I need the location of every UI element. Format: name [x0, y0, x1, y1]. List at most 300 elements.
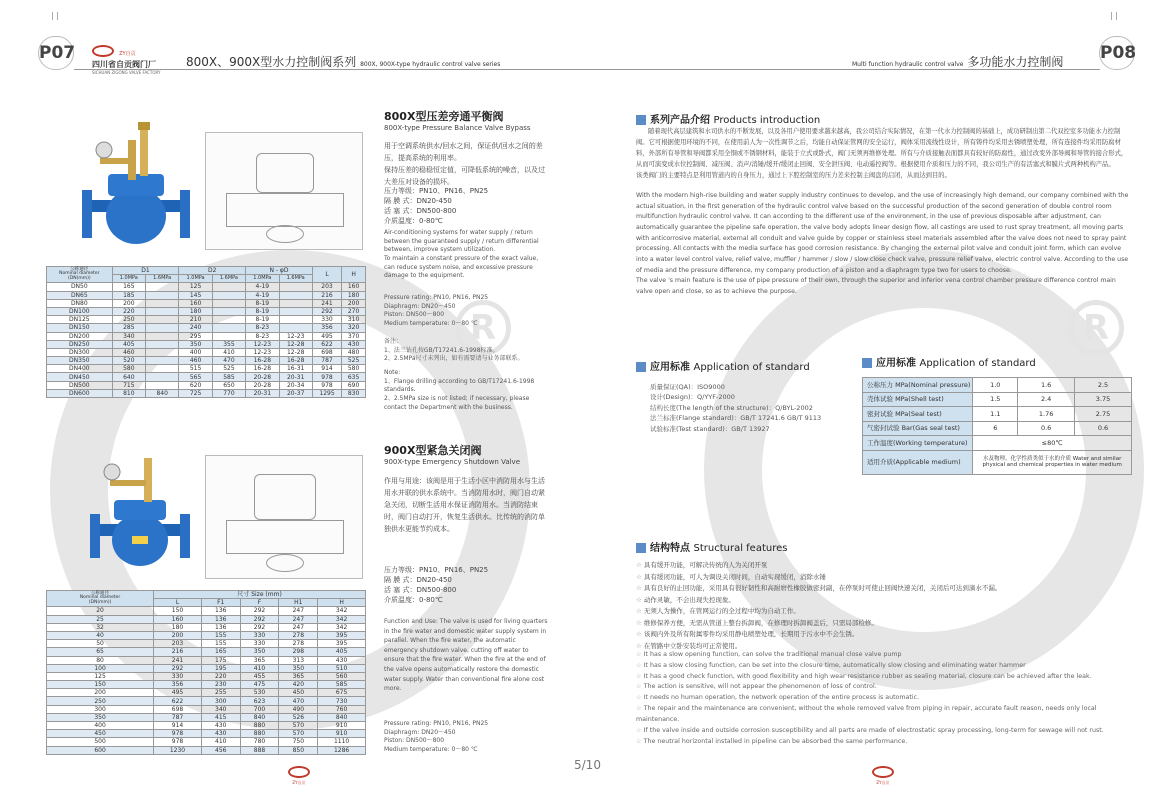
table-cell: 16-31	[279, 365, 312, 373]
table-cell	[212, 316, 245, 324]
table-cell	[279, 291, 312, 299]
table-cell: 500	[47, 738, 154, 746]
table-cell: 365	[279, 672, 318, 680]
table-cell: 850	[279, 746, 318, 754]
spec-line: Piston: DN500～800	[384, 311, 445, 319]
series-title-cn: 800X、900X型水力控制阀系列	[186, 55, 357, 69]
right-page	[574, 0, 1167, 796]
corner-unit: (DN(mm))	[88, 599, 112, 605]
table-row	[47, 365, 366, 373]
table-cell: 650	[212, 381, 245, 389]
spec-line: Pressure rating: PN10, PN16, PN25	[384, 720, 489, 727]
features-title-en: Structural features	[693, 543, 788, 554]
std-value: 3.75	[1075, 392, 1132, 407]
list-item: ☆ 动作灵敏，不会出现失控现象。	[636, 595, 1132, 607]
table-cell: 914	[312, 365, 341, 373]
left-page	[0, 0, 583, 796]
table-cell: 330	[240, 640, 279, 648]
table-cell: 840	[146, 389, 179, 397]
table-cell: 330	[154, 672, 202, 680]
table-cell: 4-19	[246, 291, 279, 299]
list-item: ☆ The repair and the maintenance are convenient, without the whole removed valve from piping in repair, accurate fault reason, needs only local maintenance.	[636, 704, 1132, 726]
table-row	[47, 697, 366, 705]
table-cell: 350	[47, 713, 154, 721]
section-bullet-icon	[636, 362, 646, 372]
std-value: 0.6	[1018, 421, 1075, 436]
table-cell: DN250	[47, 340, 113, 348]
corner-en: Nominal diameter	[79, 595, 121, 601]
table-cell: 456	[201, 746, 240, 754]
app-left-title-cn: 应用标准	[650, 362, 690, 373]
table-cell: 350	[179, 340, 212, 348]
table-cell: 8-23	[246, 332, 279, 340]
table-cell: 600	[47, 746, 154, 754]
page-label: P08	[1100, 43, 1137, 63]
table-row	[47, 746, 366, 754]
col-header: F	[240, 599, 279, 607]
spec-line: 活 塞 式：DN500-800	[384, 586, 457, 595]
table-row	[47, 615, 366, 623]
table-row	[863, 378, 1132, 393]
table-cell: 200	[47, 689, 154, 697]
table-row	[47, 689, 366, 697]
table-cell	[212, 299, 245, 307]
table-cell: 298	[279, 648, 318, 656]
note-line: 1、Flange drilling according to GB/T17241.6-1998 standards.	[384, 377, 535, 394]
table-cell: 725	[179, 389, 212, 397]
table-row	[47, 631, 366, 639]
table-cell: 515	[179, 365, 212, 373]
features-title-cn: 结构特点	[650, 543, 690, 554]
table-cell: 292	[240, 607, 279, 615]
table-cell: 978	[312, 373, 341, 381]
table-cell: 700	[240, 705, 279, 713]
app-left-lines	[650, 382, 860, 434]
std-key: 公称压力 MPa(Nominal pressure)	[863, 378, 973, 393]
table-cell: 150	[47, 681, 154, 689]
list-item: ☆ It needs no human operation, the network operation of the entire process is automatic.	[636, 693, 1132, 704]
table-row	[47, 656, 366, 664]
table-cell: 698	[312, 348, 341, 356]
list-item: ☆ 该阀内外及所有附属零件均采用静电喷塑处理，长期用于污水中不会生锈。	[636, 629, 1132, 641]
table-cell: 410	[240, 664, 279, 672]
table-cell	[146, 381, 179, 389]
table-cell: 888	[240, 746, 279, 754]
table-cell: 216	[312, 291, 341, 299]
table-row	[47, 713, 366, 721]
table-cell: DN450	[47, 373, 113, 381]
table-row	[47, 705, 366, 713]
table-cell: 125	[179, 283, 212, 291]
table-cell: 195	[201, 664, 240, 672]
table-cell: 510	[318, 664, 366, 672]
table-cell: 622	[154, 697, 202, 705]
table-row	[863, 407, 1132, 422]
table-cell: DN350	[47, 357, 113, 365]
table-cell: 914	[154, 722, 202, 730]
table-cell: 278	[279, 640, 318, 648]
features-list-en	[636, 650, 1132, 747]
table-cell: 313	[279, 656, 318, 664]
table-cell: 145	[179, 291, 212, 299]
valve-800x-drawing	[205, 132, 363, 250]
table-cell: 395	[318, 640, 366, 648]
std-line: 法兰标准(Flange standard)：GB/T 17241.6 GB/T 9113	[650, 414, 822, 423]
table-row	[47, 681, 366, 689]
std-value: 1.6	[1018, 378, 1075, 393]
table-900x-body	[47, 607, 366, 754]
list-item: ☆ The neutral horizontal installed in pipeline can be absorbed the same performance.	[636, 737, 1132, 748]
std-line: 试验标准(Test standard)：GB/T 13927	[650, 424, 770, 433]
footer-brand: ZY自贡	[292, 780, 306, 785]
table-cell: 210	[179, 316, 212, 324]
table-cell: 430	[201, 722, 240, 730]
table-cell: 200	[112, 299, 145, 307]
table-row	[863, 421, 1132, 436]
table-cell: 350	[279, 664, 318, 672]
table-row	[47, 722, 366, 730]
table-cell: 20	[47, 607, 154, 615]
table-cell: 410	[201, 738, 240, 746]
s900-use-cn	[384, 476, 550, 535]
std-value: 2.4	[1018, 392, 1075, 407]
list-item: ☆ It has a good check function, with good flexibility and high wear resistance rubber as sealing material, closure can be achieved after the leak.	[636, 672, 1132, 683]
page-label: P07	[39, 43, 76, 63]
table-cell: 978	[154, 738, 202, 746]
table-cell: 810	[112, 389, 145, 397]
page-tab	[1099, 36, 1135, 70]
table-cell: 840	[240, 713, 279, 721]
table-cell: 365	[240, 656, 279, 664]
table-cell: 750	[279, 738, 318, 746]
app-right-title-cn: 应用标准	[876, 358, 916, 369]
sub-col: 1.6MPa	[146, 275, 179, 283]
std-value: 2.75	[1075, 407, 1132, 422]
note-line: 2、2.5MPa size is not listed; if necessary, please contact the Department with the business.	[384, 395, 530, 411]
table-cell: 8-19	[246, 299, 279, 307]
table-cell: DN100	[47, 307, 113, 315]
table-800x-body	[47, 283, 366, 398]
std-value: ≤80℃	[973, 436, 1132, 451]
table-cell: 410	[212, 348, 245, 356]
table-cell: 565	[179, 373, 212, 381]
col-l: L	[312, 267, 341, 283]
standard-table	[862, 377, 1132, 475]
table-cell: DN50	[47, 283, 113, 291]
table-cell	[146, 332, 179, 340]
table-cell: 20-37	[279, 389, 312, 397]
table-cell	[146, 365, 179, 373]
table-row	[47, 357, 366, 365]
table-cell: 310	[342, 316, 366, 324]
table-cell: 40	[47, 631, 154, 639]
std-key: 工作温度(Working temperature)	[863, 436, 973, 451]
table-cell	[279, 283, 312, 291]
table-cell: 525	[212, 365, 245, 373]
table-cell: 400	[179, 348, 212, 356]
list-item: ☆ 具有缓开功能，可解决传统的人为关闭开泵	[636, 560, 1132, 572]
col-header: F1	[201, 599, 240, 607]
col-group-d2: D2	[179, 267, 246, 275]
table-cell: 175	[201, 656, 240, 664]
table-cell: 978	[154, 730, 202, 738]
s800-specs-cn	[384, 186, 550, 227]
table-cell: DN125	[47, 316, 113, 324]
intro-title-en: Products introduction	[713, 115, 821, 126]
table-cell: 155	[201, 640, 240, 648]
table-cell: 247	[279, 615, 318, 623]
table-cell: 1286	[318, 746, 366, 754]
table-cell: 20-31	[279, 373, 312, 381]
table-cell: 12-23	[246, 348, 279, 356]
s800-intro-cn: 用于空调系统供水/回水之间，保证供/回水之间的差压，提高系统的利用率。 保持压差的稳稳恒定值，可降低系统的噪音，以及过大差压对设备的损坏。	[384, 142, 545, 186]
table-cell: 270	[342, 307, 366, 315]
table-cell: 635	[342, 373, 366, 381]
std-value: 水及物理、化学性质类似于水的介质 Water and similar physical and chemical properties in water medium	[973, 450, 1132, 474]
table-cell: 450	[47, 730, 154, 738]
table-cell: 623	[240, 697, 279, 705]
series-title	[186, 53, 500, 70]
table-cell: 20-28	[246, 373, 279, 381]
std-value: 1.1	[973, 407, 1018, 422]
std-value: 1.0	[973, 378, 1018, 393]
s900-title-cn: 900X型紧急关闭阀	[384, 444, 482, 457]
intro-body-cn: 随着现代高层建筑和水司供水的不断发展，以及各用户使用要求越来越高，我公司结合实际情况，在第一代水力控制阀的基础上，成功研制出第二代双控室多功能水力控制阀。它可根据使用环境的不同，在使用前人为一次性调节之后，均能自动保证管网的安全运行，阀体采用流线性设计，所有铸件均采用去锈喷塑处理，所有连接件均采用防腐材料，外部所有导管和导阀都采用全铜或不锈钢材料，能装于立式或卧式，阀门无须再维修处理。所有与介质接触表面都具有较好的防腐性，通过改变外部导阀和导管的接合形式，从而可演变成水位控制阀、减压阀、消声/消锤/缓开/缓闭止回阀、安全泄压阀、电动遥控阀等。根据使用介质和压力的不同，我公司生产的有活塞式和膜片式两种机构产品。 该类阀门的主要特点是利用管道内的自身压力，通过上下腔控制室的压力差来控制主阀盘的启闭，从而达到目的。	[636, 128, 1128, 180]
table-cell: 216	[154, 648, 202, 656]
table-cell: 292	[240, 615, 279, 623]
spec-line: Medium temperature: 0～80 ℃	[384, 320, 478, 328]
table-row	[47, 648, 366, 656]
table-cell: 400	[47, 722, 154, 730]
table-cell	[279, 299, 312, 307]
table-cell: 1230	[154, 746, 202, 754]
table-row	[863, 392, 1132, 407]
footer-logo	[868, 761, 898, 786]
table-cell: 340	[201, 705, 240, 713]
table-cell: 840	[318, 713, 366, 721]
table-row	[47, 730, 366, 738]
table-row	[47, 291, 366, 299]
table-cell: 430	[318, 656, 366, 664]
table-cell: 185	[112, 291, 145, 299]
features-list-cn	[636, 560, 1132, 653]
table-cell: 470	[212, 357, 245, 365]
valve-900x-photo	[88, 450, 192, 578]
logo-mark-icon	[288, 766, 310, 778]
table-cell: 278	[279, 631, 318, 639]
table-cell: 300	[47, 705, 154, 713]
table-row	[47, 283, 366, 291]
s800-notes-cn	[384, 338, 550, 364]
col-header: L	[154, 599, 202, 607]
table-cell: 16-28	[279, 357, 312, 365]
sub-col: 1.0MPa	[246, 275, 279, 283]
s800-specs-en	[384, 294, 550, 329]
col-group-n-d: N - φD	[246, 267, 313, 275]
table-cell: 580	[342, 365, 366, 373]
table-cell	[279, 307, 312, 315]
table-cell: DN500	[47, 381, 113, 389]
table-cell: 525	[342, 357, 366, 365]
company-name-en: SICHUAN ZIGONG VALVE FACTORY	[92, 70, 161, 75]
table-cell: DN300	[47, 348, 113, 356]
logo-mark-icon	[872, 766, 894, 778]
intro-title-cn: 系列产品介绍	[650, 115, 710, 126]
table-cell: 698	[154, 705, 202, 713]
table-cell: DN80	[47, 299, 113, 307]
corner-en: Nominal diameter	[59, 271, 100, 277]
table-cell: 292	[240, 623, 279, 631]
table-cell: 675	[318, 689, 366, 697]
table-row	[47, 389, 366, 397]
series-title-cn: 多功能水力控制阀	[967, 55, 1064, 69]
spec-line: Piston: DN500～800	[384, 737, 445, 745]
table-cell: 50	[47, 640, 154, 648]
s800-title-en: 800X-type Pressure Balance Valve Bypass	[384, 124, 531, 132]
table-row	[47, 332, 366, 340]
s900-title-en: 900X-type Emergency Shutdown Valve	[384, 458, 521, 466]
table-cell: 470	[279, 697, 318, 705]
use-text-cn: 该阀是用于生活小区中消防用水与生活用水并联的供水系统中。当消防用水时，阀门自动紧急关闭，切断生活用水保证消防用水。当消防结束时，阀门自动打开，恢复生活供水。比传统的消防单独供水更能节约成本。	[384, 477, 545, 533]
std-line: 质量保证(QA)：ISO9000	[650, 383, 725, 391]
col-header: H1	[279, 599, 318, 607]
table-cell: 320	[342, 324, 366, 332]
table-cell: 355	[212, 340, 245, 348]
table-row	[47, 307, 366, 315]
std-value: 1.5	[973, 392, 1018, 407]
corner-cn: 公称通径	[91, 590, 110, 596]
table-cell	[212, 291, 245, 299]
table-row	[47, 664, 366, 672]
table-cell: 415	[201, 713, 240, 721]
sub-col: 1.6MPa	[279, 275, 312, 283]
table-cell: 560	[318, 672, 366, 680]
table-cell: 830	[342, 389, 366, 397]
watermark-registered: R	[455, 300, 511, 356]
table-cell: 292	[154, 664, 202, 672]
table-cell: 585	[212, 373, 245, 381]
table-row	[47, 607, 366, 615]
sub-col: 1.0MPa	[179, 275, 212, 283]
list-item: ☆ It has a slow closing function, can be set into the closure time, automatically slow closing and eliminating water hammer	[636, 661, 1132, 672]
table-cell: 136	[201, 607, 240, 615]
table-cell: 241	[154, 656, 202, 664]
table-row	[47, 299, 366, 307]
table-cell: 160	[179, 299, 212, 307]
table-cell: 356	[154, 681, 202, 689]
table-cell	[146, 357, 179, 365]
std-line: 设计(Design)：Q/YYF-2000	[650, 393, 735, 402]
spec-line: 介质温度：0-80℃	[384, 596, 443, 605]
list-item: ☆ If the valve inside and outside corrosion susceptibility and all parts are made of electrostatic spray processing, long-term for sewage will not rust.	[636, 726, 1132, 737]
table-cell: 300	[201, 697, 240, 705]
app-left-title-en: Application of standard	[693, 362, 810, 373]
table-row	[47, 316, 366, 324]
use-label-en: Function and Use:	[384, 618, 438, 625]
table-cell: 1110	[318, 738, 366, 746]
app-left-title	[636, 358, 810, 373]
page-number: 5/10	[574, 758, 601, 772]
spec-line: 压力等级：PN10、PN16、PN25	[384, 187, 489, 195]
table-cell: 978	[312, 381, 341, 389]
table-cell: 136	[201, 615, 240, 623]
table-cell	[146, 373, 179, 381]
table-cell: 450	[279, 689, 318, 697]
spec-line: 隔 膜 式：DN20-450	[384, 576, 452, 585]
s900-specs-cn	[384, 565, 550, 606]
table-cell: 880	[240, 730, 279, 738]
table-row	[47, 381, 366, 389]
table-cell: 155	[201, 631, 240, 639]
table-800x-dimensions	[46, 266, 366, 398]
table-cell: 715	[112, 381, 145, 389]
table-cell: 12-28	[279, 348, 312, 356]
table-row	[47, 348, 366, 356]
table-cell: 495	[154, 689, 202, 697]
note-line: 1、法兰钻孔按GB/T17241.6-1998标准。	[384, 346, 499, 354]
table-cell: 125	[47, 672, 154, 680]
table-cell: 430	[201, 730, 240, 738]
table-cell	[279, 316, 312, 324]
table-cell: 620	[179, 381, 212, 389]
footer-brand: ZY自贡	[876, 780, 890, 785]
table-cell	[212, 324, 245, 332]
valve-900x-drawing	[205, 455, 363, 579]
table-cell	[212, 332, 245, 340]
std-key: 密封试验 MPa(Seal test)	[863, 407, 973, 422]
table-cell: 165	[112, 283, 145, 291]
table-cell: 910	[318, 730, 366, 738]
table-cell	[146, 299, 179, 307]
table-cell: 787	[154, 713, 202, 721]
table-cell: 570	[279, 730, 318, 738]
table-cell: 230	[201, 681, 240, 689]
table-cell: 475	[240, 681, 279, 689]
table-cell: 203	[312, 283, 341, 291]
spec-line: 隔 膜 式：DN20-450	[384, 197, 452, 206]
intro-body-en: With the modern high-rise building and water supply industry continues to develop, and the use of increasingly high demand, our company combined with the actual situation, in the first generation of the hydraulic control valve based on the successful production of the second generation of double control room multifunction hydraulic control valve. It can according to the different use of the environment, in the use of previous disposable after adjustment, can automatically guarantee the pipeline safe operation, the valve body adopts linear design flow, all castings are used to rust spray treatment, all moving parts with anticorrosive material, external all conduit and valve guide by copper or stainless steel materials assembled after the valve does not need to spray paint processing. All contacts with the media surface has good corrosion resistance. By changing the external pilot valve and conduit joint form, which can evolve into a water level control valve, relief valve, muffler / hammer / slow / slow close check valve, pressure relief valve, electric control valve. According to the use of media and the pressure difference, my company production of a piston and a diaphragm type two for users to choose. The valve 's main feature is the use of pipe pressure of their own, through the superior and inferior vena control chamber pressure difference control main valve open and close, so as to achieve the purpose.	[636, 192, 1129, 295]
std-key: 气密封试验 Bar(Gas seal test)	[863, 421, 973, 436]
table-cell: 770	[212, 389, 245, 397]
table-cell: DN200	[47, 332, 113, 340]
table-cell: DN150	[47, 324, 113, 332]
table-cell: 247	[279, 623, 318, 631]
list-item: ☆ 在管路中立卧安装均可正常使用。	[636, 641, 1132, 653]
std-value: 0.6	[1075, 421, 1132, 436]
section-bullet-icon	[862, 358, 872, 368]
notes-title: Note:	[384, 369, 401, 376]
table-cell: 330	[240, 631, 279, 639]
series-title-en: 800X, 900X-type hydraulic control valve series	[360, 61, 501, 68]
std-value: 6	[973, 421, 1018, 436]
app-right-title-en: Application of standard	[919, 358, 1036, 369]
list-item: ☆ It has a slow opening function, can solve the traditional manual close valve pump	[636, 650, 1132, 661]
series-title	[852, 53, 1063, 70]
table-cell: 455	[240, 672, 279, 680]
company-name-cn: 四川省自贡阀门厂	[92, 60, 156, 69]
table-cell: 20-31	[246, 389, 279, 397]
table-cell: 292	[312, 307, 341, 315]
table-cell: 240	[179, 324, 212, 332]
spec-line: Medium temperature: 0～80 ℃	[384, 746, 478, 754]
table-cell: 12-23	[246, 340, 279, 348]
table-900x-dimensions	[46, 590, 366, 755]
table-row	[47, 340, 366, 348]
table-row	[47, 738, 366, 746]
logo-mark-icon	[92, 45, 114, 57]
s800-title-cn: 800X型压差旁通平衡阀	[384, 110, 504, 123]
table-cell	[146, 307, 179, 315]
